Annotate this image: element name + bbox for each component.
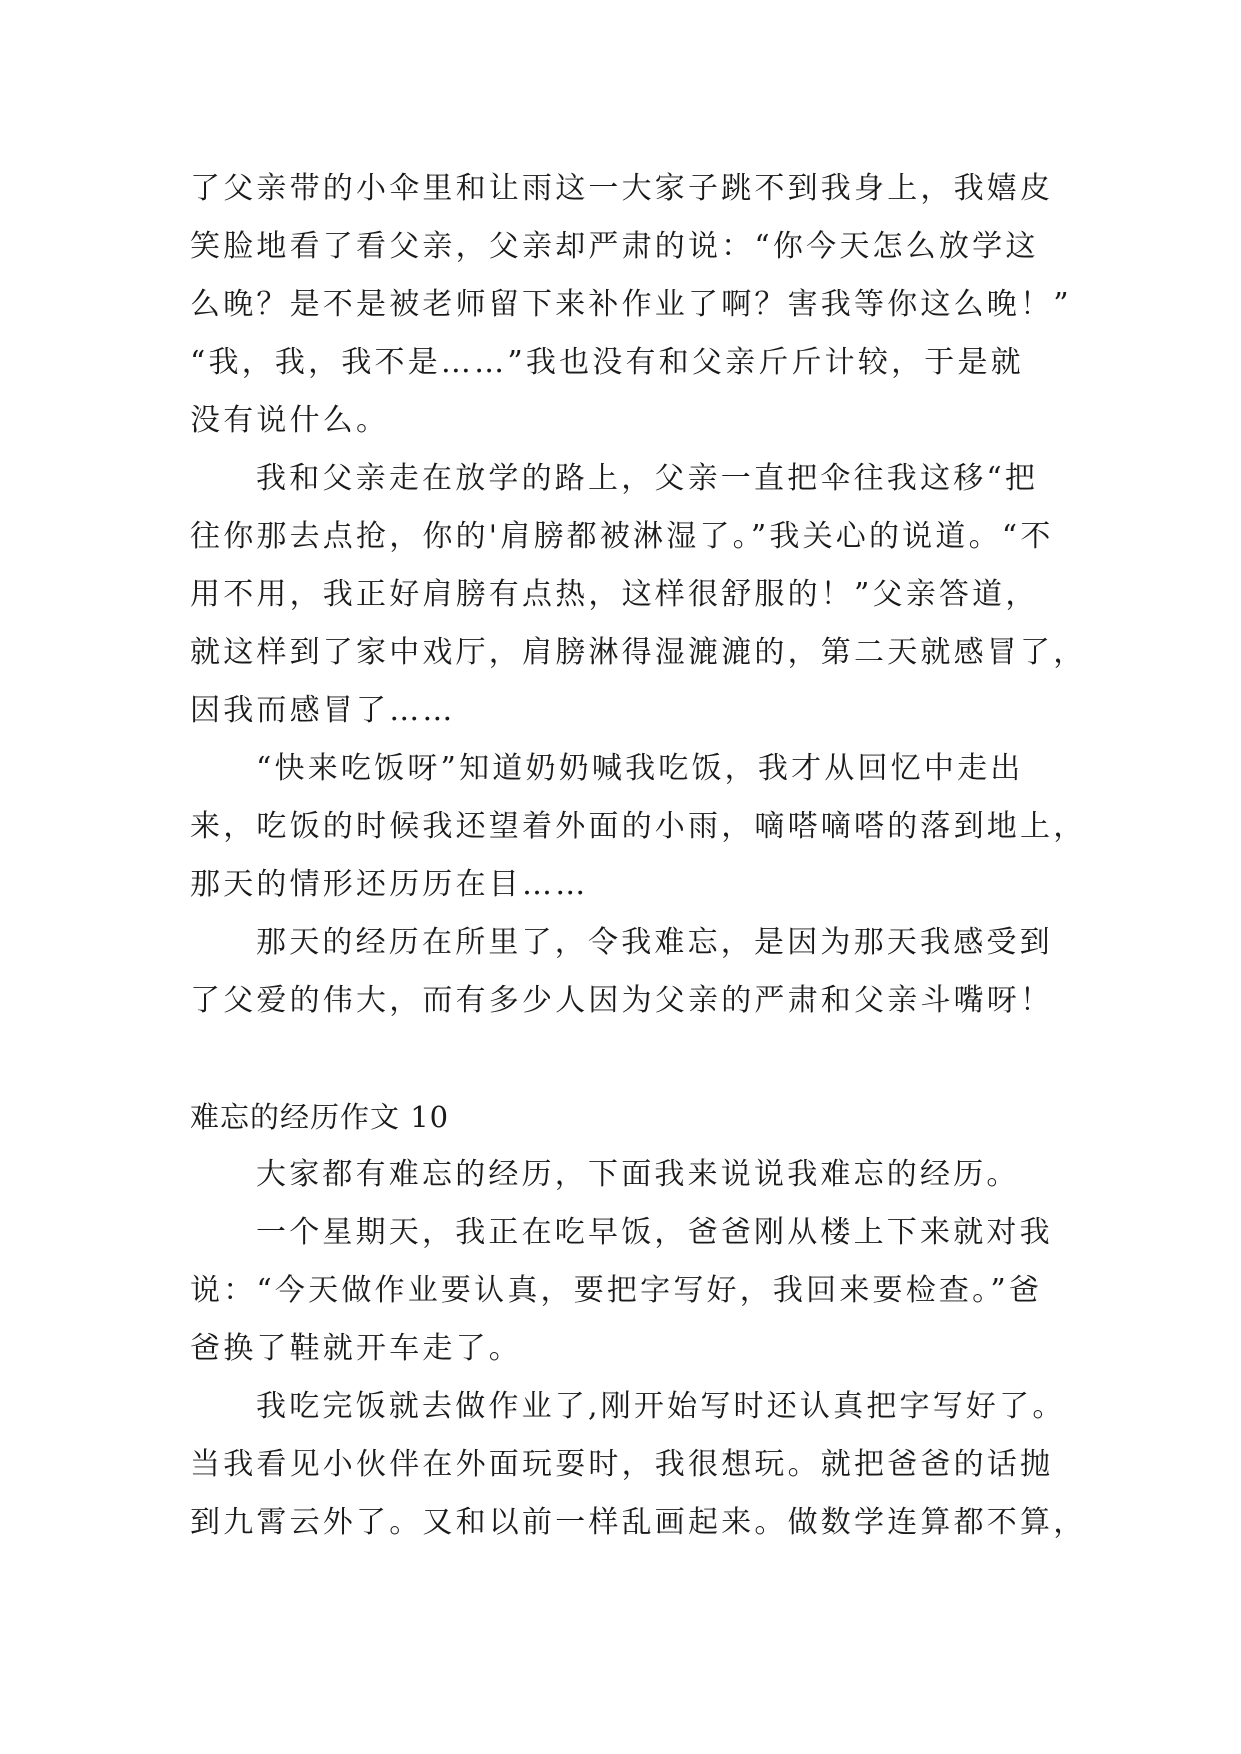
document-body	[190, 160, 1087, 1552]
text-line: “我，我，我不是……”我也没有和父亲斤斤计较，于是就	[190, 345, 1024, 380]
paragraph-start-line: “快来吃饭呀”知道奶奶喊我吃饭，我才从回忆中走出	[256, 751, 1024, 786]
text-line: 了父亲带的小伞里和让雨这一大家子跳不到我身上，我嬉皮	[190, 171, 1054, 206]
section-heading: 难忘的经历作文 10	[190, 1100, 450, 1134]
text-line: 因我而感冒了……	[190, 693, 456, 728]
section-gap	[190, 1030, 1050, 1088]
paragraph-start-line: 我和父亲走在放学的路上，父亲一直把伞往我这移“把	[256, 461, 1039, 496]
text-line: 笑脸地看了看父亲，父亲却严肃的说：“你今天怎么放学这	[190, 229, 1039, 264]
text-line: 来，吃饭的时候我还望着外面的小雨，嘀嗒嘀嗒的落到地上，	[190, 809, 1087, 844]
text-line: 没有说什么。	[190, 403, 390, 438]
text-line: 就这样到了家中戏厅，肩膀淋得湿漉漉的，第二天就感冒了，	[190, 635, 1087, 670]
text-line: 了父爱的伟大，而有多少人因为父亲的严肃和父亲斗嘴呀！	[190, 983, 1054, 1018]
text-line: 那天的情形还历历在目……	[190, 867, 589, 902]
text-line: 当我看见小伙伴在外面玩耍时，我很想玩。就把爸爸的话抛	[190, 1447, 1054, 1482]
text-line: 说：“今天做作业要认真，要把字写好，我回来要检查。”爸	[190, 1273, 1043, 1308]
paragraph-start-line: 一个星期天，我正在吃早饭，爸爸刚从楼上下来就对我	[256, 1215, 1053, 1250]
text-line: 到九霄云外了。又和以前一样乱画起来。做数学连算都不算，	[190, 1505, 1087, 1540]
paragraph-start-line: 那天的经历在所里了，令我难忘，是因为那天我感受到	[256, 925, 1053, 960]
text-line: 爸换了鞋就开车走了。	[190, 1331, 522, 1366]
text-line: 么晚？是不是被老师留下来补作业了啊？害我等你这么晚！”	[190, 287, 1072, 322]
paragraph-start-line: 我吃完饭就去做作业了,刚开始写时还认真把字写好了。	[256, 1389, 1066, 1424]
text-line: 往你那去点抢，你的'肩膀都被淋湿了。”我关心的说道。“不	[190, 519, 1054, 554]
text-line: 用不用，我正好肩膀有点热，这样很舒服的！”父亲答道，	[190, 577, 1039, 612]
paragraph-start-line: 大家都有难忘的经历，下面我来说说我难忘的经历。	[256, 1157, 1020, 1192]
